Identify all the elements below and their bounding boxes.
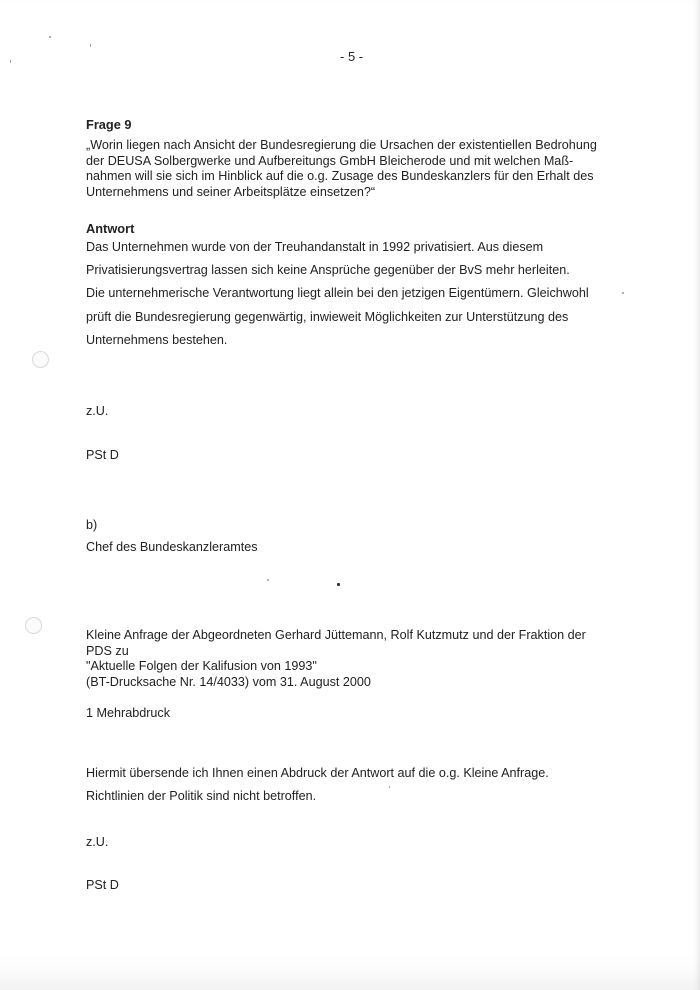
question-line: „Worin liegen nach Ansicht der Bundesregierung die Ursachen der existentiellen Bedrohung [86,138,597,152]
question-heading: Frage 9 [86,117,132,132]
cover-note-line: Richtlinien der Politik sind nicht betroffen. [86,788,317,803]
answer-heading: Antwort [86,221,135,236]
question-line: Unternehmens und seiner Arbeitsplätze einsetzen?“ [86,184,376,199]
inquiry-line: "Aktuelle Folgen der Kalifusion von 1993" [86,659,317,673]
recipient: Chef des Bundeskanzleramtes [86,540,258,554]
scan-speck [267,579,269,581]
signature-zu: z.U. [86,404,109,418]
answer-line: Das Unternehmen wurde von der Treuhandanstalt in 1992 privatisiert. Aus diesem [86,240,544,254]
question-line: nahmen will sie sich im Hinblick auf die o.g. Zusage des Bundeskanzlers für den Erhalt des [86,169,594,183]
cover-note [86,762,646,807]
answer-line: Unternehmens bestehen. [86,332,228,347]
inquiry-line: PDS zu [86,643,129,658]
section-label: b) [86,518,98,532]
punch-hole-icon [25,617,42,634]
question-line: der DEUSA Solbergwerke und Aufbereitungs GmbH Bleicherode und mit welchen Maß- [86,153,574,168]
page-number: - 5 - [340,49,364,64]
inquiry-line: (BT-Drucksache Nr. 14/4033) vom 31. August 2000 [86,674,371,689]
copies-note: 1 Mehrabdruck [86,706,170,720]
scan-speck [90,44,91,47]
signature-pst: PSt D [86,448,119,462]
inquiry-line: Kleine Anfrage der Abgeordneten Gerhard Jüttemann, Rolf Kutzmutz und der Fraktion der [86,628,586,642]
scan-speck [10,60,11,63]
answer-line: prüft die Bundesregierung gegenwärtig, inwieweit Möglichkeiten zur Unterstützung des [86,309,569,324]
scan-speck [337,583,340,586]
signature-zu: z.U. [86,835,109,849]
answer-line: Privatisierungsvertrag lassen sich keine Ansprüche gegenüber der BvS mehr herleiten. [86,263,570,278]
answer-text [86,236,646,352]
signature-pst: PSt D [86,878,119,892]
punch-hole-icon [32,351,49,368]
inquiry-text [86,628,646,690]
question-text [86,138,646,200]
scan-speck [49,36,51,38]
answer-line: Die unternehmerische Verantwortung liegt allein bei den jetzigen Eigentümern. Gleichwohl [86,286,589,301]
cover-note-line: Hiermit übersende ich Ihnen einen Abdruck der Antwort auf die o.g. Kleine Anfrage. [86,766,549,780]
